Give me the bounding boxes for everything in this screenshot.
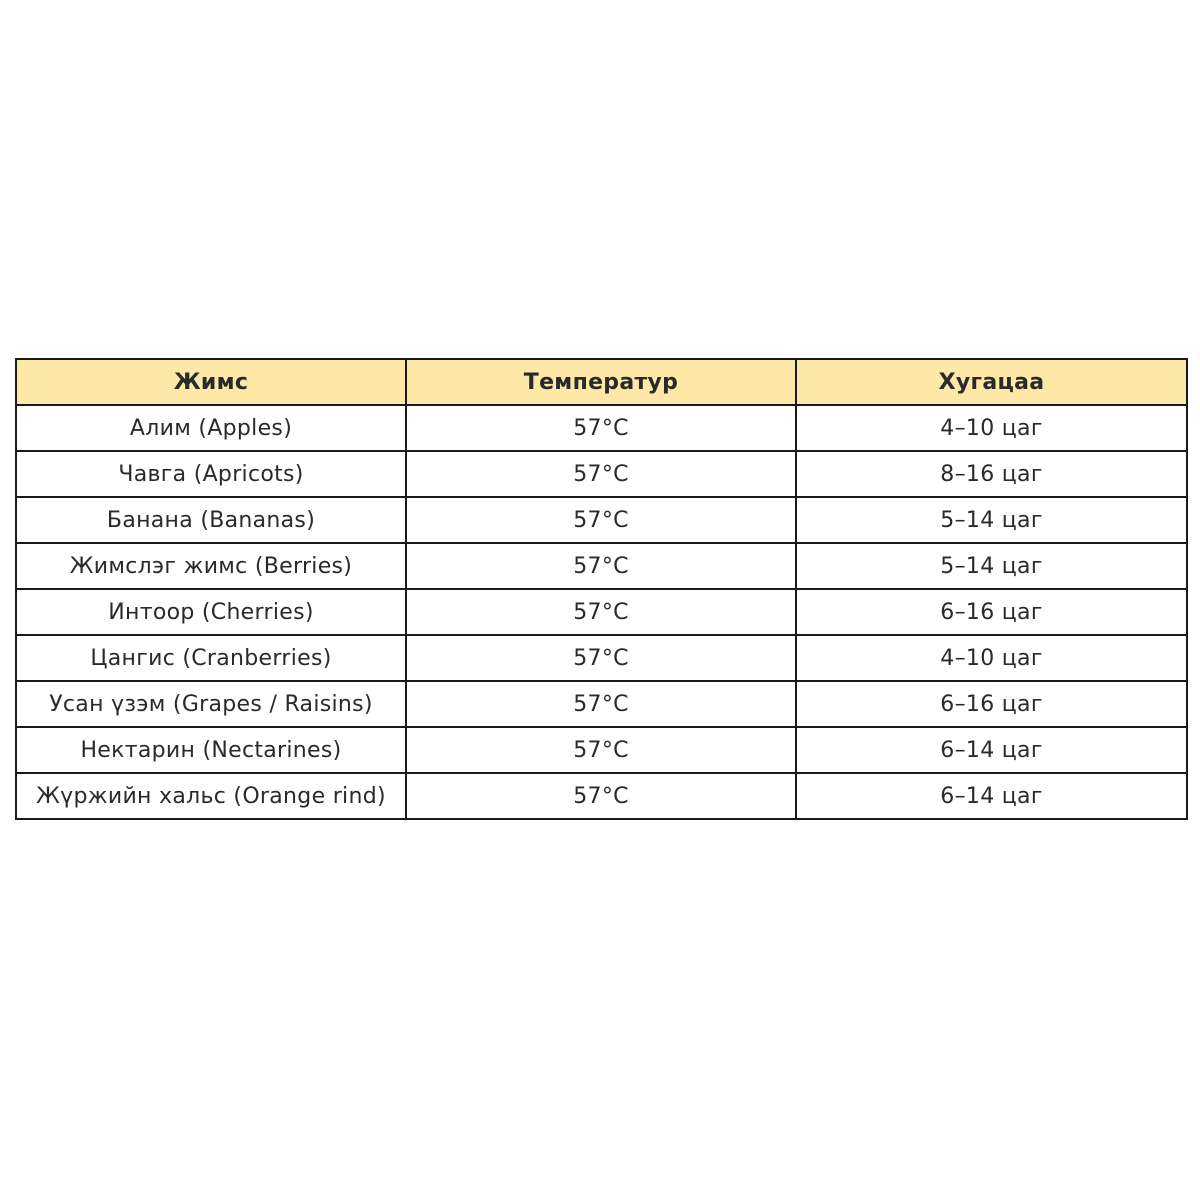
table-row bbox=[16, 589, 1187, 635]
cell-fruit: Алим (Apples) bbox=[16, 405, 406, 451]
table-row bbox=[16, 773, 1187, 819]
cell-fruit: Жүржийн хальс (Orange rind) bbox=[16, 773, 406, 819]
cell-fruit: Цангис (Cranberries) bbox=[16, 635, 406, 681]
table-row bbox=[16, 681, 1187, 727]
cell-duration: 6–16 цаг bbox=[796, 589, 1187, 635]
cell-duration: 8–16 цаг bbox=[796, 451, 1187, 497]
table-body bbox=[16, 405, 1187, 819]
cell-temperature: 57°C bbox=[406, 451, 796, 497]
table-header bbox=[16, 359, 1187, 405]
header-temperature: Температур bbox=[406, 359, 796, 405]
cell-temperature: 57°C bbox=[406, 635, 796, 681]
cell-duration: 5–14 цаг bbox=[796, 543, 1187, 589]
header-row bbox=[16, 359, 1187, 405]
table-row bbox=[16, 727, 1187, 773]
fruit-drying-table bbox=[15, 358, 1188, 820]
cell-temperature: 57°C bbox=[406, 497, 796, 543]
table-row bbox=[16, 451, 1187, 497]
cell-duration: 6–16 цаг bbox=[796, 681, 1187, 727]
header-duration: Хугацаа bbox=[796, 359, 1187, 405]
cell-duration: 4–10 цаг bbox=[796, 405, 1187, 451]
cell-fruit: Жимслэг жимс (Berries) bbox=[16, 543, 406, 589]
cell-temperature: 57°C bbox=[406, 681, 796, 727]
cell-temperature: 57°C bbox=[406, 589, 796, 635]
table-row bbox=[16, 543, 1187, 589]
cell-temperature: 57°C bbox=[406, 543, 796, 589]
cell-duration: 6–14 цаг bbox=[796, 773, 1187, 819]
cell-temperature: 57°C bbox=[406, 727, 796, 773]
cell-fruit: Чавга (Apricots) bbox=[16, 451, 406, 497]
cell-temperature: 57°C bbox=[406, 405, 796, 451]
header-fruit: Жимс bbox=[16, 359, 406, 405]
table-row bbox=[16, 635, 1187, 681]
table-row bbox=[16, 405, 1187, 451]
cell-fruit: Усан үзэм (Grapes / Raisins) bbox=[16, 681, 406, 727]
cell-duration: 5–14 цаг bbox=[796, 497, 1187, 543]
cell-duration: 4–10 цаг bbox=[796, 635, 1187, 681]
table-row bbox=[16, 497, 1187, 543]
cell-fruit: Нектарин (Nectarines) bbox=[16, 727, 406, 773]
cell-temperature: 57°C bbox=[406, 773, 796, 819]
cell-fruit: Банана (Bananas) bbox=[16, 497, 406, 543]
cell-duration: 6–14 цаг bbox=[796, 727, 1187, 773]
cell-fruit: Интоор (Cherries) bbox=[16, 589, 406, 635]
